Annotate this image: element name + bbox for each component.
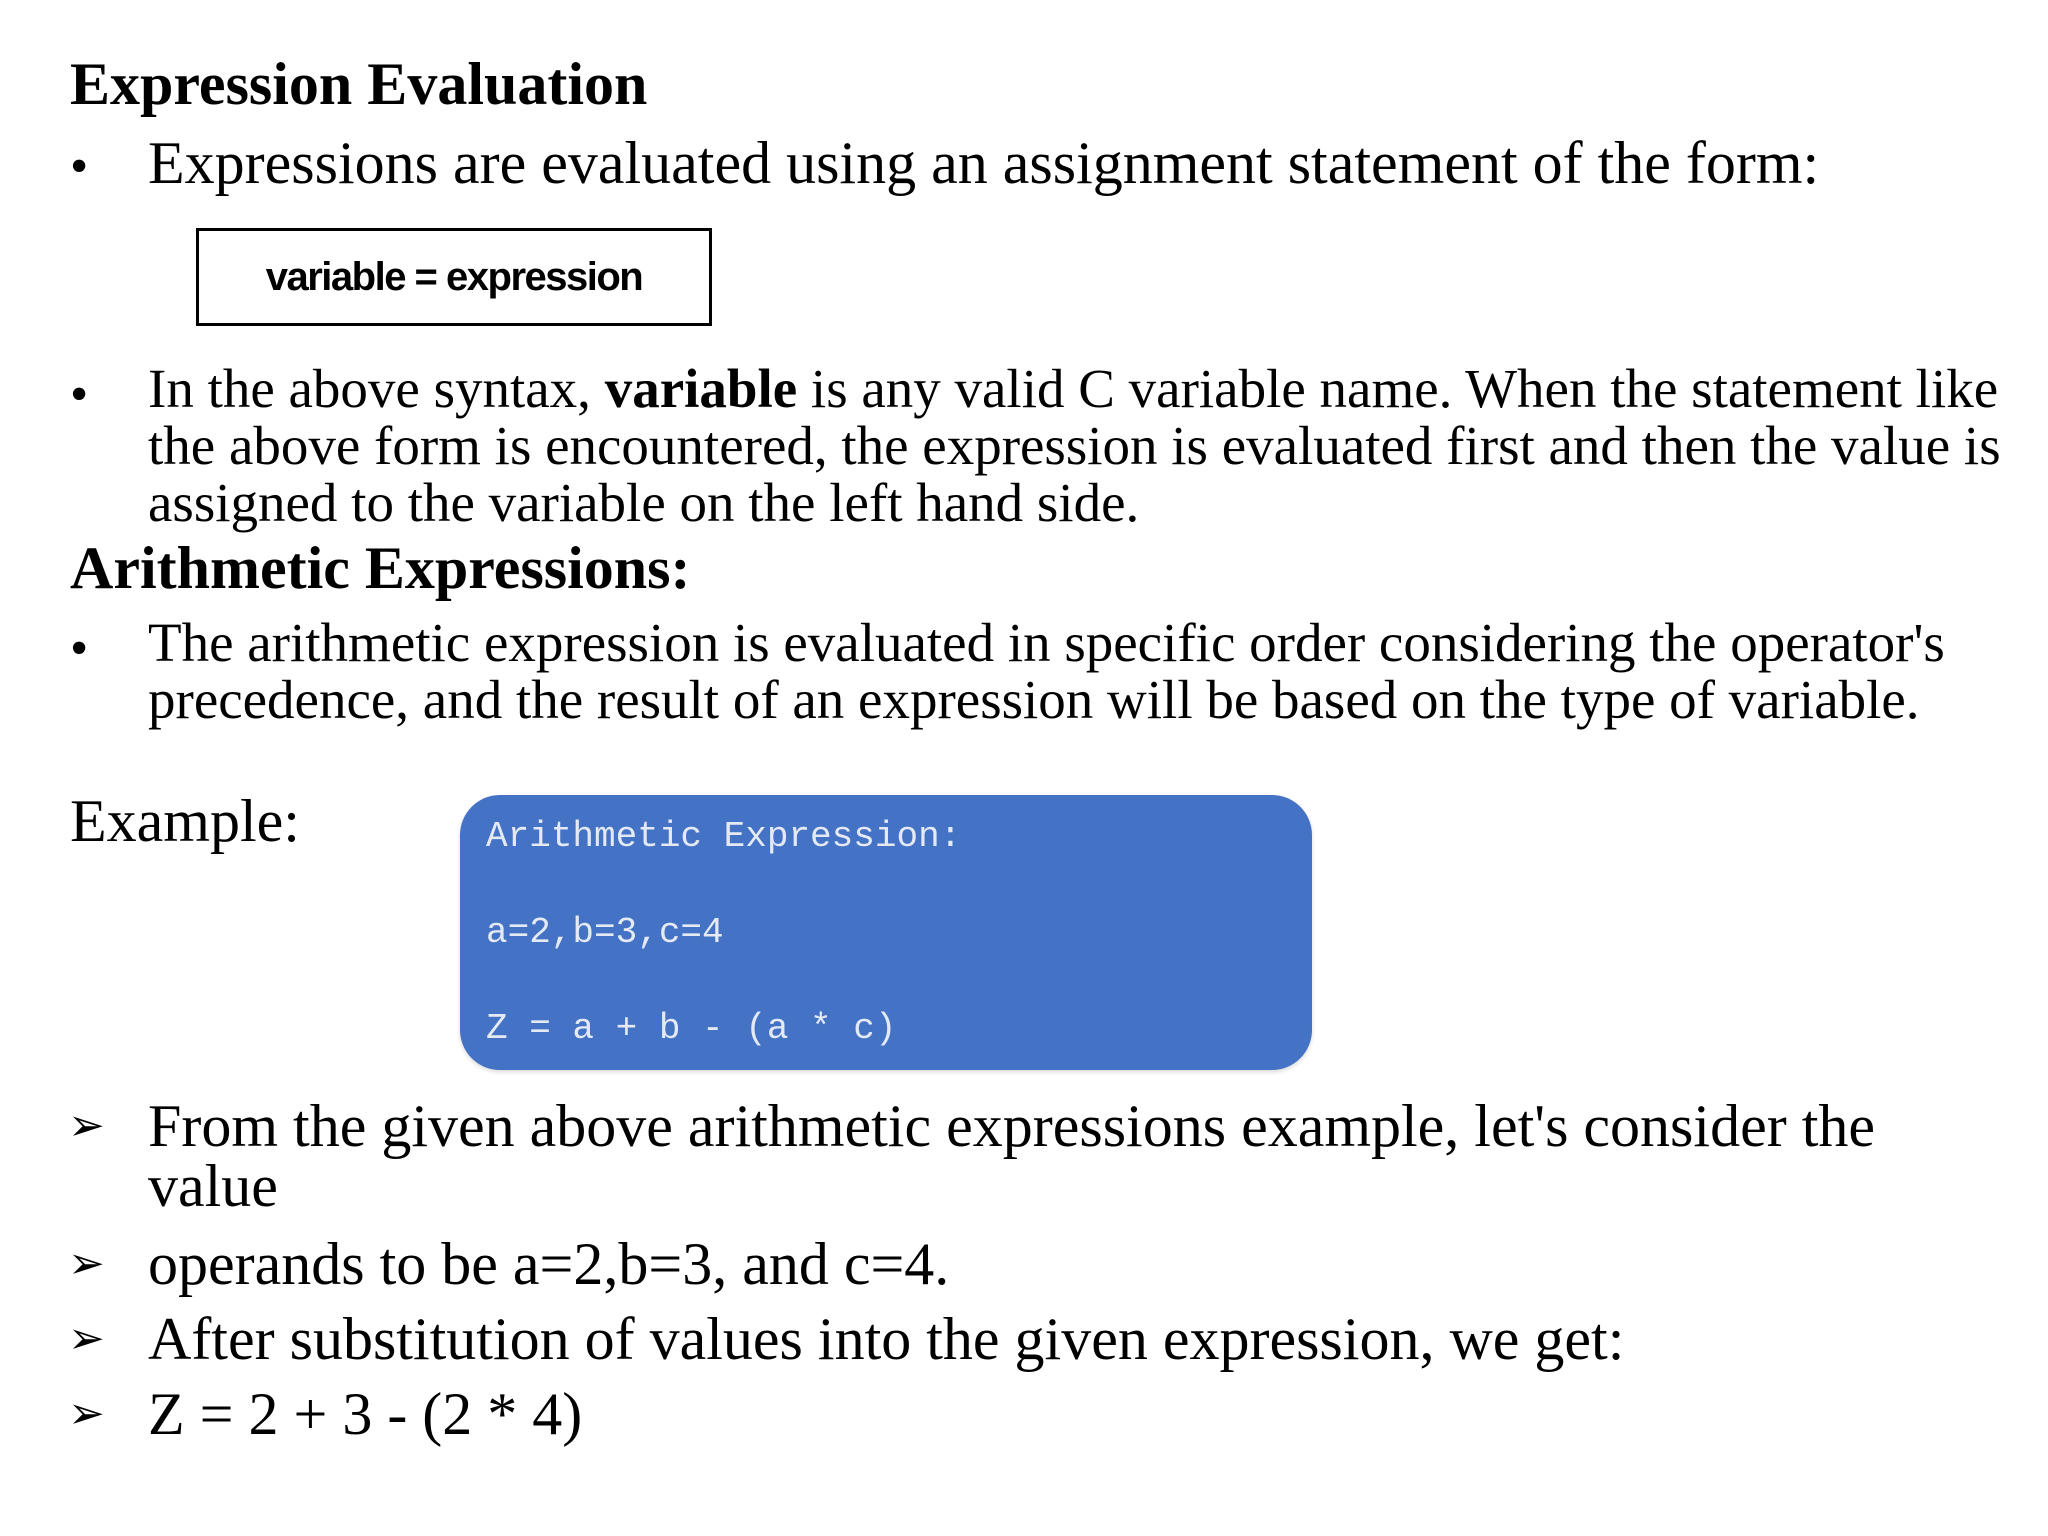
arrow-bullet-icon: ➢ bbox=[68, 1100, 105, 1151]
arrow-bullet-icon: ➢ bbox=[68, 1313, 105, 1364]
arrow-point-text: After substitution of values into the given expression, we get: bbox=[148, 1306, 1625, 1372]
syntax-bullet-keyword: variable bbox=[604, 358, 798, 419]
example-label: Example: bbox=[70, 788, 300, 854]
arrow-bullet-icon: ➢ bbox=[68, 1388, 105, 1439]
intro-bullet-text: Expressions are evaluated using an assignment statement of the form: bbox=[148, 130, 1820, 196]
arrow-point-text-continued: value bbox=[148, 1153, 278, 1219]
bullet-marker: • bbox=[70, 620, 89, 677]
code-block bbox=[460, 795, 1312, 1070]
bullet-marker: • bbox=[70, 366, 89, 423]
syntax-text: variable = expression bbox=[265, 254, 643, 299]
arrow-point-text: Z = 2 + 3 - (2 * 4) bbox=[148, 1381, 583, 1447]
code-line: Arithmetic Expression: bbox=[486, 816, 962, 857]
syntax-box bbox=[196, 228, 712, 326]
arith-bullet-text: The arithmetic expression is evaluated in specific order considering the operator's precedence, and the result of an expression will be based on the type of variable. bbox=[148, 612, 1945, 730]
syntax-bullet-suffix: is any valid C variable name. When the statement like the above form is encountered, the expression is evaluated first and then the value is assigned to the variable on the left hand side. bbox=[148, 358, 2001, 533]
syntax-bullet-prefix: In the above syntax, bbox=[148, 358, 605, 419]
syntax-bullet-text bbox=[148, 360, 2008, 531]
arrow-point-text: operands to be a=2,b=3, and c=4. bbox=[148, 1231, 950, 1297]
bullet-marker: • bbox=[70, 138, 89, 195]
page-title: Expression Evaluation bbox=[70, 51, 648, 117]
arrow-point-text: From the given above arithmetic expressions example, let's consider the bbox=[148, 1093, 1875, 1159]
arrow-bullet-icon: ➢ bbox=[68, 1238, 105, 1289]
code-line: a=2,b=3,c=4 bbox=[486, 912, 724, 953]
section-heading: Arithmetic Expressions: bbox=[70, 535, 691, 601]
code-line: Z = a + b - (a * c) bbox=[486, 1008, 897, 1049]
